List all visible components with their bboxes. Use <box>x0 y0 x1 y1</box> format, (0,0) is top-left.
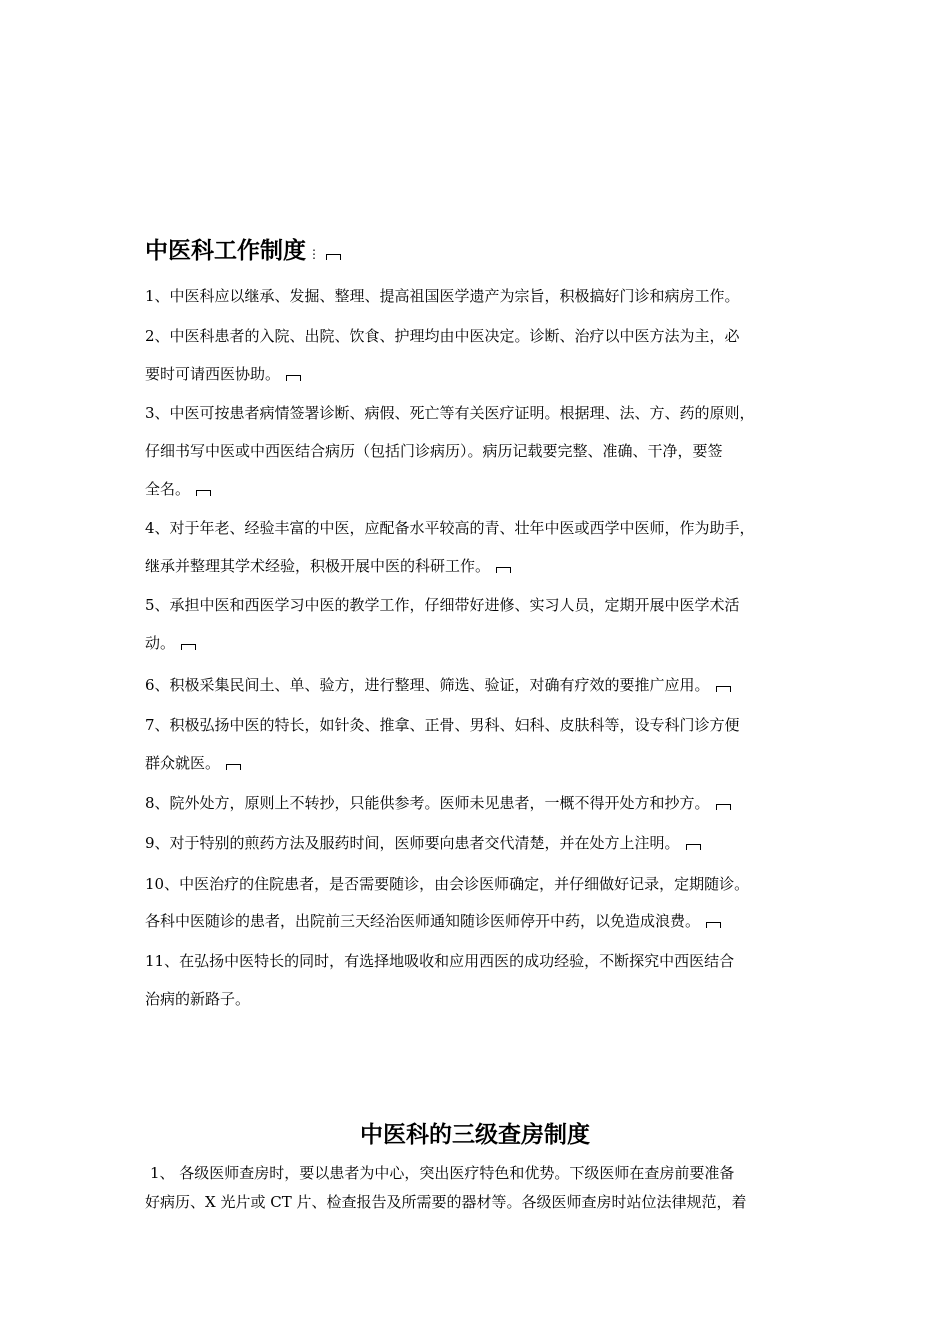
rule-line: 3、中医可按患者病情签署诊断、病假、死亡等有关医疗证明。根据理、法、方、药的原则， <box>145 404 755 422</box>
paragraph-mark-icon <box>716 804 731 810</box>
rule-line: 4、对于年老、经验丰富的中医，应配备水平较高的青、壮年中医或西学中医师，作为助手， <box>145 519 755 537</box>
rule-line <box>145 793 731 813</box>
rule-line: 11、在弘扬中医特长的同时，有选择地吸收和应用西医的成功经验，不断探究中西医结合 <box>145 952 735 970</box>
paragraph-mark-icon <box>706 922 721 928</box>
rule-line <box>145 364 301 384</box>
rule-line <box>145 911 721 931</box>
rule-line-text: 9、对于特别的煎药方法及服药时间，医师要向患者交代清楚，并在处方上注明。 <box>145 834 680 852</box>
paragraph-mark-icon <box>181 644 196 650</box>
rule-line-text: 8、院外处方，原则上不转抄，只能供参考。医师未见患者，一概不得开处方和抄方。 <box>145 794 710 812</box>
rule-line: 2、中医科患者的入院、出院、饮食、护理均由中医决定。诊断、治疗以中医方法为主，必 <box>145 327 740 345</box>
rule-line <box>145 753 241 773</box>
rule-line: 5、承担中医和西医学习中医的教学工作，仔细带好进修、实习人员，定期开展中医学术活 <box>145 596 740 614</box>
section-title-ward-rounds: 中医科的三级查房制度 <box>360 1122 590 1148</box>
paragraph-mark-icon <box>686 844 701 850</box>
paragraph-mark-icon <box>326 254 341 260</box>
rule-line: 治病的新路子。 <box>145 990 251 1008</box>
rule-line: 1、 各级医师查房时，要以患者为中心，突出医疗特色和优势。下级医师在查房前要准备 <box>150 1164 735 1182</box>
rule-line: 仔细书写中医或中西医结合病历（包括门诊病历）。病历记载要完整、准确、干净，要签 <box>145 442 723 460</box>
rule-line-text: 要时可请西医协助。 <box>145 365 281 383</box>
paragraph-mark-icon <box>226 764 241 770</box>
paragraph-mark-icon <box>496 567 511 573</box>
ellipsis-mark-icon: ⋮ <box>308 247 320 261</box>
rule-line-text: 全名。 <box>145 480 191 498</box>
rule-line: 7、积极弘扬中医的特长，如针灸、推拿、正骨、男科、妇科、皮肤科等，设专科门诊方便 <box>145 716 740 734</box>
paragraph-mark-icon <box>286 375 301 381</box>
rule-line-text: 动。 <box>145 634 176 652</box>
rule-line-text: 各科中医随诊的患者，出院前三天经治医师通知随诊医师停开中药，以免造成浪费。 <box>145 912 701 930</box>
rule-line-text: 继承并整理其学术经验，积极开展中医的科研工作。 <box>145 557 491 575</box>
rule-line <box>145 556 511 576</box>
paragraph-mark-icon <box>716 686 731 692</box>
rule-line <box>145 833 701 853</box>
rule-line <box>145 633 196 653</box>
rule-line: 好病历、X 光片或 CT 片、检查报告及所需要的器材等。各级医师查房时站位法律规范，着 <box>145 1193 747 1211</box>
section-title-work-rules <box>145 234 341 271</box>
rule-line: 1、中医科应以继承、发掘、整理、提高祖国医学遗产为宗旨，积极搞好门诊和病房工作。 <box>145 287 740 305</box>
rule-line-text: 6、积极采集民间土、单、验方，进行整理、筛选、验证，对确有疗效的要推广应用。 <box>145 676 710 694</box>
rule-line <box>145 479 211 499</box>
section-title-text: 中医科工作制度 <box>145 238 306 264</box>
rule-line-text: 群众就医。 <box>145 754 221 772</box>
rule-line: 10、中医治疗的住院患者，是否需要随诊，由会诊医师确定，并仔细做好记录，定期随诊。 <box>145 875 750 893</box>
paragraph-mark-icon <box>196 490 211 496</box>
rule-line <box>145 675 731 695</box>
